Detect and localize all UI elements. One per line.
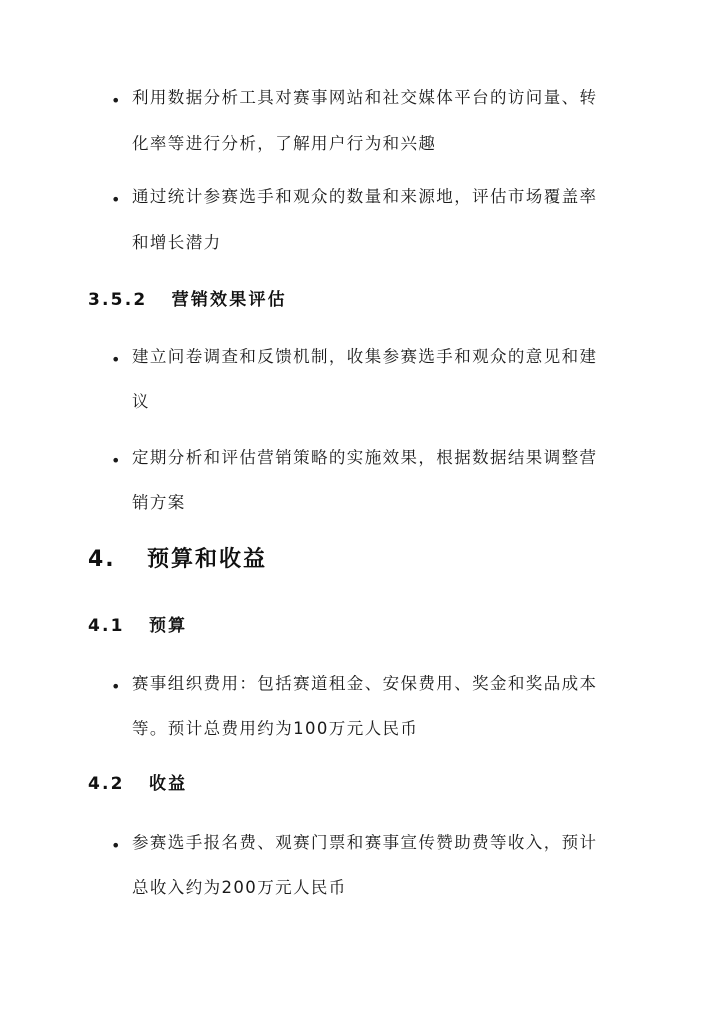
bullet-icon: • xyxy=(111,836,121,855)
bullet-icon: • xyxy=(111,350,121,369)
section-title: 营销效果评估 xyxy=(171,290,287,310)
bullet-icon: • xyxy=(111,451,121,470)
chapter-title: 预算和收益 xyxy=(147,547,268,572)
bullet-icon: • xyxy=(111,91,121,110)
chapter-number: 4. xyxy=(88,547,116,572)
list-item-text: 销方案 xyxy=(132,493,186,512)
bullet-icon: • xyxy=(111,190,121,209)
section-title: 预算 xyxy=(148,616,188,636)
chapter-heading xyxy=(88,547,267,573)
list-item-text: 等。预计总费用约为100万元人民币 xyxy=(132,719,419,738)
section-heading xyxy=(88,290,287,310)
list-item-text: 赛事组织费用：包括赛道租金、安保费用、奖金和奖品成本 xyxy=(132,674,598,693)
section-number: 4.2 xyxy=(88,774,125,794)
section-title: 收益 xyxy=(148,774,188,794)
section-heading xyxy=(88,774,187,794)
list-item-text: 总收入约为200万元人民币 xyxy=(132,878,347,897)
list-item-text: 参赛选手报名费、观赛门票和赛事宣传赞助费等收入，预计 xyxy=(132,833,598,852)
list-item-text: 议 xyxy=(132,392,150,411)
list-item-text: 化率等进行分析，了解用户行为和兴趣 xyxy=(132,134,437,153)
section-heading xyxy=(88,616,187,636)
section-number: 3.5.2 xyxy=(88,290,148,310)
list-item-text: 建立问卷调查和反馈机制，收集参赛选手和观众的意见和建 xyxy=(132,347,598,366)
list-item-text: 通过统计参赛选手和观众的数量和来源地，评估市场覆盖率 xyxy=(132,187,598,206)
list-item-text: 利用数据分析工具对赛事网站和社交媒体平台的访问量、转 xyxy=(132,88,598,107)
section-number: 4.1 xyxy=(88,616,125,636)
bullet-icon: • xyxy=(111,677,121,696)
list-item-text: 定期分析和评估营销策略的实施效果，根据数据结果调整营 xyxy=(132,448,598,467)
list-item-text: 和增长潜力 xyxy=(132,233,222,252)
